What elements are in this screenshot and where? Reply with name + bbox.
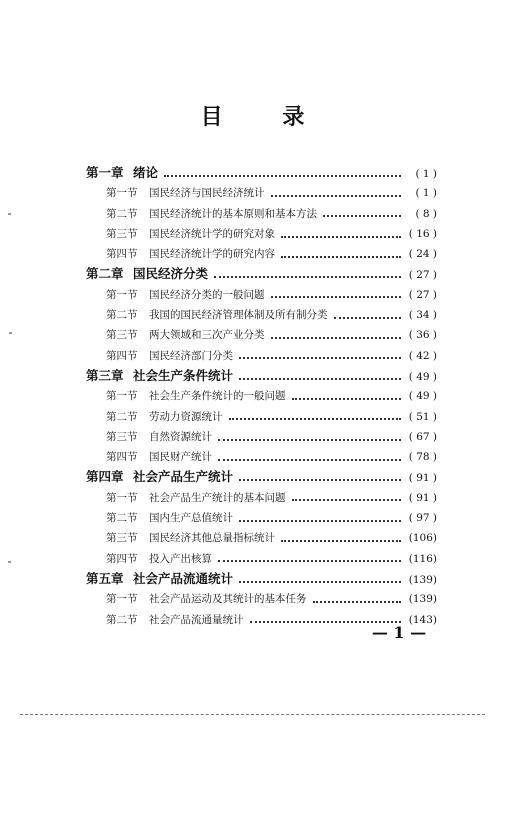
toc-entry-page: ( 24 ) bbox=[408, 248, 437, 261]
table-of-contents bbox=[86, 163, 437, 630]
toc-entry-title: 社会产品流通量统计 bbox=[149, 613, 244, 626]
dot-leader bbox=[164, 174, 401, 177]
page-number: — 1 — bbox=[371, 623, 427, 642]
toc-entry-page: (139) bbox=[408, 573, 437, 586]
dot-leader bbox=[229, 417, 402, 420]
dot-leader bbox=[292, 397, 402, 400]
toc-entry-label: 第二节 bbox=[106, 410, 138, 423]
toc-entry-title: 社会产品生产统计的基本问题 bbox=[149, 491, 286, 504]
toc-entry-title: 国内生产总值统计 bbox=[149, 512, 233, 525]
toc-entry-title: 劳动力资源统计 bbox=[149, 410, 223, 423]
toc-entry-label: 第三章 bbox=[86, 367, 124, 383]
toc-section-row bbox=[86, 183, 437, 203]
dot-leader bbox=[271, 336, 402, 339]
toc-entry-label: 第四节 bbox=[106, 349, 138, 362]
toc-entry-title: 社会生产条件统计的一般问题 bbox=[149, 390, 286, 403]
toc-entry-title: 投入产出核算 bbox=[149, 552, 212, 565]
toc-entry-label: 第四章 bbox=[86, 469, 124, 485]
toc-entry-page: ( 16 ) bbox=[408, 227, 437, 240]
toc-entry-title: 国民经济与国民经济统计 bbox=[149, 187, 265, 200]
toc-section-row bbox=[86, 528, 437, 548]
toc-entry-page: ( 91 ) bbox=[408, 491, 437, 504]
toc-entry-title: 我国的国民经济管理体制及所有制分类 bbox=[149, 309, 328, 322]
dot-leader bbox=[334, 316, 402, 319]
toc-entry-title: 自然资源统计 bbox=[149, 430, 212, 443]
toc-entry-title: 社会产品运动及其统计的基本任务 bbox=[149, 593, 307, 606]
toc-entry-label: 第二节 bbox=[106, 309, 138, 322]
toc-entry-title: 国民经济其他总量指标统计 bbox=[149, 532, 275, 545]
toc-entry-label: 第二节 bbox=[106, 613, 138, 626]
toc-entry-label: 第三节 bbox=[106, 329, 138, 342]
scan-edge-line bbox=[20, 714, 485, 715]
toc-section-row bbox=[86, 488, 437, 508]
toc-section-row bbox=[86, 386, 437, 406]
toc-section-row bbox=[86, 244, 437, 264]
toc-entry-page: ( 42 ) bbox=[408, 349, 437, 362]
toc-entry-label: 第二章 bbox=[86, 266, 124, 282]
toc-entry-page: ( 67 ) bbox=[408, 430, 437, 443]
scan-speck bbox=[8, 561, 11, 563]
toc-entry-page: (139) bbox=[408, 593, 437, 606]
dot-leader bbox=[292, 498, 402, 501]
toc-entry-title: 社会产品生产统计 bbox=[133, 469, 234, 485]
toc-entry-label: 第一节 bbox=[106, 187, 138, 200]
toc-entry-title: 国民经济统计的基本原则和基本方法 bbox=[149, 207, 317, 220]
dot-leader bbox=[239, 478, 401, 481]
toc-chapter-row bbox=[86, 163, 437, 183]
toc-entry-page: ( 27 ) bbox=[408, 269, 437, 282]
toc-entry-page: ( 36 ) bbox=[408, 329, 437, 342]
toc-entry-page: ( 78 ) bbox=[408, 451, 437, 464]
toc-chapter-row bbox=[86, 366, 437, 386]
toc-entry-title: 国民经济分类 bbox=[133, 266, 209, 282]
toc-section-row bbox=[86, 589, 437, 609]
dot-leader bbox=[239, 356, 401, 359]
toc-section-row bbox=[86, 447, 437, 467]
toc-entry-page: (106) bbox=[408, 532, 437, 545]
dot-leader bbox=[239, 377, 401, 380]
toc-entry-label: 第四节 bbox=[106, 248, 138, 261]
toc-entry-label: 第五章 bbox=[86, 570, 124, 586]
toc-entry-title: 国民经济部门分类 bbox=[149, 349, 233, 362]
toc-section-row bbox=[86, 427, 437, 447]
dot-leader bbox=[271, 295, 402, 298]
toc-entry-page: ( 49 ) bbox=[408, 370, 437, 383]
dot-leader bbox=[323, 214, 401, 217]
toc-section-row bbox=[86, 204, 437, 224]
toc-entry-page: ( 34 ) bbox=[408, 309, 437, 322]
toc-entry-page: ( 1 ) bbox=[415, 168, 437, 180]
dot-leader bbox=[218, 559, 401, 562]
toc-entry-page: ( 51 ) bbox=[408, 410, 437, 423]
toc-entry-title: 国民经济分类的一般问题 bbox=[149, 288, 265, 301]
toc-section-row bbox=[86, 305, 437, 325]
toc-entry-page: ( 8 ) bbox=[415, 207, 437, 220]
dot-leader bbox=[281, 539, 401, 542]
toc-entry-label: 第二节 bbox=[106, 207, 138, 220]
dot-leader bbox=[281, 255, 401, 258]
toc-section-row bbox=[86, 224, 437, 244]
toc-chapter-row bbox=[86, 569, 437, 589]
toc-entry-page: ( 27 ) bbox=[408, 288, 437, 301]
toc-entry-page: ( 1 ) bbox=[415, 187, 437, 200]
toc-entry-label: 第一章 bbox=[86, 165, 124, 180]
toc-entry-page: ( 91 ) bbox=[408, 472, 437, 485]
toc-entry-title: 绪论 bbox=[133, 165, 159, 180]
toc-section-row bbox=[86, 325, 437, 345]
toc-entry-label: 第四节 bbox=[106, 451, 138, 464]
dot-leader bbox=[218, 438, 401, 441]
toc-entry-label: 第一节 bbox=[106, 593, 138, 606]
toc-section-row bbox=[86, 549, 437, 569]
scan-speck bbox=[9, 332, 12, 334]
toc-entry-label: 第四节 bbox=[106, 552, 138, 565]
toc-chapter-row bbox=[86, 467, 437, 487]
scan-speck bbox=[8, 213, 11, 215]
toc-entry-title: 两大领域和三次产业分类 bbox=[149, 329, 265, 342]
toc-entry-label: 第三节 bbox=[106, 532, 138, 545]
dot-leader bbox=[214, 275, 401, 278]
toc-entry-title: 国民经济统计学的研究内容 bbox=[149, 248, 275, 261]
dot-leader bbox=[281, 235, 401, 238]
toc-section-row bbox=[86, 346, 437, 366]
dot-leader bbox=[313, 600, 402, 603]
dot-leader bbox=[218, 458, 401, 461]
toc-chapter-row bbox=[86, 264, 437, 284]
toc-entry-page: ( 97 ) bbox=[408, 512, 437, 525]
toc-entry-title: 社会产品流通统计 bbox=[133, 570, 234, 586]
toc-entry-label: 第三节 bbox=[106, 227, 138, 240]
toc-entry-title: 国民经济统计学的研究对象 bbox=[149, 227, 275, 240]
dot-leader bbox=[271, 194, 402, 197]
toc-section-row bbox=[86, 285, 437, 305]
toc-entry-title: 社会生产条件统计 bbox=[133, 367, 234, 383]
toc-entry-label: 第三节 bbox=[106, 430, 138, 443]
toc-section-row bbox=[86, 407, 437, 427]
toc-entry-label: 第二节 bbox=[106, 512, 138, 525]
toc-entry-page: (143) bbox=[408, 613, 437, 626]
toc-entry-page: ( 49 ) bbox=[408, 390, 437, 403]
page-title: 目 录 bbox=[200, 105, 331, 130]
toc-section-row bbox=[86, 508, 437, 528]
toc-entry-label: 第一节 bbox=[106, 288, 138, 301]
dot-leader bbox=[239, 580, 401, 583]
dot-leader bbox=[239, 519, 401, 522]
toc-entry-label: 第一节 bbox=[106, 390, 138, 403]
toc-entry-title: 国民财产统计 bbox=[149, 451, 212, 464]
toc-entry-label: 第一节 bbox=[106, 491, 138, 504]
toc-entry-page: (116) bbox=[408, 552, 437, 565]
